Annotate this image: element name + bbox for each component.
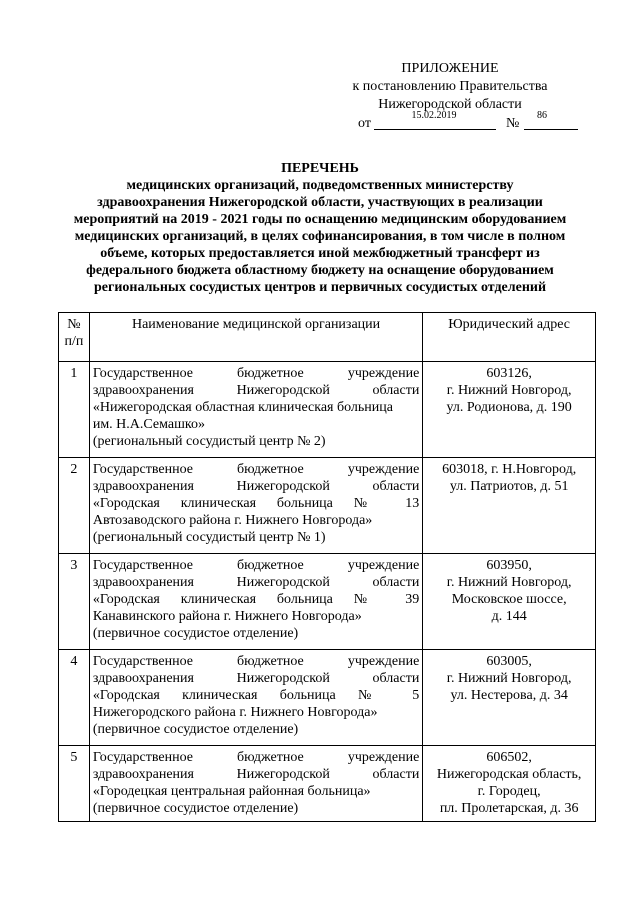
appendix-line-2: к постановлению Правительства <box>352 79 548 94</box>
order-number-sign: № <box>506 116 520 131</box>
name-line: Государственное бюджетное учреждение <box>92 750 420 765</box>
name-line: им. Н.А.Семашко» <box>92 417 205 432</box>
heading-line: медицинских организаций, в целях софинансирования, в том числе в полном <box>74 229 566 244</box>
name-line: «Городская клиническая больница № 39 <box>92 592 420 607</box>
name-line: Государственное бюджетное учреждение <box>92 654 420 669</box>
order-date: 15.02.2019 <box>411 110 457 121</box>
name-line: Нижегородского района г. Нижнего Новгорода» <box>92 705 378 720</box>
organization-name <box>89 746 422 822</box>
document-heading <box>40 160 600 296</box>
name-line: «Городецкая центральная районная больница» <box>92 784 371 799</box>
name-line: здравоохранения Нижегородской области <box>92 767 420 782</box>
table-row <box>59 458 596 554</box>
address-line: 603126, <box>486 366 532 381</box>
table-row <box>59 650 596 746</box>
row-number: 2 <box>59 458 90 554</box>
date-underline <box>374 129 496 130</box>
heading-line: мероприятий на 2019 - 2021 годы по оснащению медицинским оборудованием <box>73 212 567 227</box>
address-line: 603950, <box>486 558 532 573</box>
heading-line: объеме, которых предоставляется иной межбюджетный трансферт из <box>100 246 540 261</box>
table-row <box>59 554 596 650</box>
organization-name <box>89 650 422 746</box>
heading-title: ПЕРЕЧЕНЬ <box>281 161 359 176</box>
name-line: здравоохранения Нижегородской области <box>92 383 420 398</box>
name-line: здравоохранения Нижегородской области <box>92 671 420 686</box>
organization-name <box>89 554 422 650</box>
name-line: Государственное бюджетное учреждение <box>92 462 420 477</box>
address-line: 606502, <box>486 750 532 765</box>
table-row <box>59 362 596 458</box>
appendix-title: ПРИЛОЖЕНИЕ <box>401 61 499 76</box>
name-line: «Нижегородская областная клиническая больница <box>92 400 393 415</box>
name-line: (первичное сосудистое отделение) <box>92 801 299 816</box>
column-header-number: № п/п <box>59 313 90 362</box>
name-line: (первичное сосудистое отделение) <box>92 722 299 737</box>
heading-line: федерального бюджета областному бюджету на оснащение оборудованием <box>86 263 554 278</box>
address-line: ул. Патриотов, д. 51 <box>449 479 569 494</box>
address-line: д. 144 <box>491 609 527 624</box>
heading-line: региональных сосудистых центров и первичных сосудистых отделений <box>93 280 547 295</box>
organization-address <box>423 362 596 458</box>
row-number: 5 <box>59 746 90 822</box>
address-line: ул. Нестерова, д. 34 <box>450 688 568 703</box>
organization-address <box>423 554 596 650</box>
organization-address <box>423 746 596 822</box>
name-line: (региональный сосудистый центр № 1) <box>92 530 326 545</box>
order-number: 86 <box>537 110 547 121</box>
address-line: Московское шоссе, <box>451 592 567 607</box>
table-row <box>59 746 596 822</box>
name-line: Канавинского района г. Нижнего Новгорода» <box>92 609 362 624</box>
address-line: г. Нижний Новгород, <box>446 383 572 398</box>
address-line: г. Нижний Новгород, <box>446 671 572 686</box>
address-line: Нижегородская область, <box>436 767 582 782</box>
address-line: пл. Пролетарская, д. 36 <box>439 801 579 816</box>
name-line: здравоохранения Нижегородской области <box>92 479 420 494</box>
row-number: 4 <box>59 650 90 746</box>
column-header-name: Наименование медицинской организации <box>89 313 422 362</box>
address-line: г. Нижний Новгород, <box>446 575 572 590</box>
name-line: «Городская клиническая больница № 13 <box>92 496 420 511</box>
name-line: Автозаводского района г. Нижнего Новгорода» <box>92 513 373 528</box>
row-number: 1 <box>59 362 90 458</box>
appendix-block <box>340 60 560 114</box>
address-line: г. Городец, <box>477 784 541 799</box>
appendix-line-3: Нижегородской области <box>378 97 522 112</box>
number-underline <box>524 129 578 130</box>
name-line: здравоохранения Нижегородской области <box>92 575 420 590</box>
organizations-table <box>58 312 596 822</box>
organization-name <box>89 458 422 554</box>
table-header-row <box>59 313 596 362</box>
heading-line: здравоохранения Нижегородской области, участвующих в реализации <box>97 195 543 210</box>
name-line: Государственное бюджетное учреждение <box>92 558 420 573</box>
heading-line: медицинских организаций, подведомственных министерству <box>126 178 514 193</box>
address-line: ул. Родионова, д. 190 <box>446 400 572 415</box>
organization-address <box>423 458 596 554</box>
name-line: (региональный сосудистый центр № 2) <box>92 434 326 449</box>
column-header-address: Юридический адрес <box>423 313 596 362</box>
address-line: 603005, <box>486 654 532 669</box>
order-prefix: от <box>358 116 371 131</box>
name-line: (первичное сосудистое отделение) <box>92 626 299 641</box>
organization-address <box>423 650 596 746</box>
name-line: Государственное бюджетное учреждение <box>92 366 420 381</box>
order-reference <box>358 110 588 134</box>
name-line: «Городская клиническая больница № 5 <box>92 688 420 703</box>
row-number: 3 <box>59 554 90 650</box>
address-line: 603018, г. Н.Новгород, <box>442 462 577 477</box>
organization-name <box>89 362 422 458</box>
